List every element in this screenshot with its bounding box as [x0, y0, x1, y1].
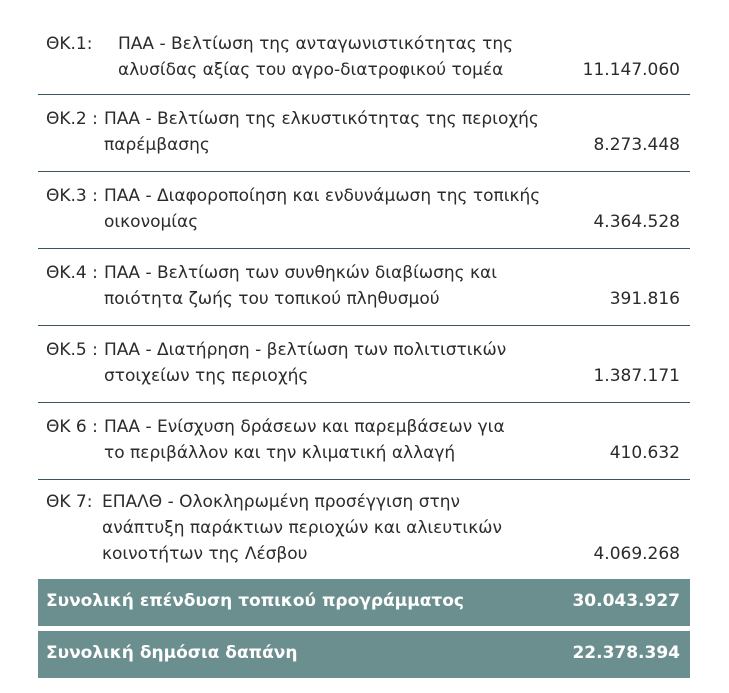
row-desc-line2: το περιβάλλον και την κλιματική αλλαγή [104, 443, 456, 463]
table-row [38, 172, 690, 249]
row-desc-line2: οικονομίας [104, 212, 199, 232]
row-desc-line1: ΕΠΑΛΘ - Ολοκληρωμένη προσέγγιση στην [102, 492, 461, 512]
row-desc-line2: αλυσίδας αξίας του αγρο-διατροφικού τομέα [118, 60, 504, 80]
table-row [38, 24, 690, 95]
row-desc-line2: παρέμβασης [104, 135, 210, 155]
table-row [38, 326, 690, 403]
row-code: ΘΚ.1: [46, 34, 93, 54]
row-code: ΘΚ.4 : [46, 263, 98, 283]
row-value: 8.273.448 [593, 135, 680, 155]
total-public-expenditure-row [38, 631, 690, 678]
row-value: 410.632 [609, 443, 680, 463]
table-row [38, 249, 690, 326]
row-desc-line1: ΠΑΑ - Ενίσχυση δράσεων και παρεμβάσεων για [104, 417, 505, 437]
table-row [38, 403, 690, 480]
total-investment-value: 30.043.927 [572, 591, 680, 611]
total-public-expenditure-value: 22.378.394 [572, 643, 680, 663]
row-code: ΘΚ.2 : [46, 109, 98, 129]
row-value: 4.069.268 [593, 544, 680, 564]
total-investment-label: Συνολική επένδυση τοπικού προγράμματος [46, 591, 464, 611]
row-code: ΘΚ 6 : [46, 417, 98, 437]
row-desc-line1: ΠΑΑ - Βελτίωση των συνθηκών διαβίωσης και [104, 263, 497, 283]
row-value: 11.147.060 [582, 60, 680, 80]
table-row [38, 95, 690, 172]
row-desc-line1: ΠΑΑ - Βελτίωση της ανταγωνιστικότητας της [118, 34, 514, 54]
total-public-expenditure-label: Συνολική δημόσια δαπάνη [46, 643, 298, 663]
row-desc-line1: ΠΑΑ - Διαφοροποίηση και ενδυνάμωση της τοπικής [104, 186, 541, 206]
table-row [38, 480, 690, 579]
row-value: 4.364.528 [593, 212, 680, 232]
row-value: 391.816 [609, 289, 680, 309]
row-desc-line1: ΠΑΑ - Βελτίωση της ελκυστικότητας της περιοχής [104, 109, 539, 129]
budget-table [38, 24, 690, 579]
row-desc-line1: ΠΑΑ - Διατήρηση - βελτίωση των πολιτιστικών [104, 340, 507, 360]
total-investment-row [38, 579, 690, 626]
row-desc-line2: στοιχείων της περιοχής [104, 366, 309, 386]
row-value: 1.387.171 [593, 366, 680, 386]
row-code: ΘΚ.5 : [46, 340, 98, 360]
row-code: ΘΚ.3 : [46, 186, 98, 206]
row-desc-line2: ποιότητα ζωής του τοπικού πληθυσμού [104, 289, 440, 309]
row-desc-line3: κοινοτήτων της Λέσβου [102, 544, 308, 564]
row-code: ΘΚ 7: [46, 492, 93, 512]
row-desc-line2: ανάπτυξη παράκτιων περιοχών και αλιευτικών [102, 518, 502, 538]
